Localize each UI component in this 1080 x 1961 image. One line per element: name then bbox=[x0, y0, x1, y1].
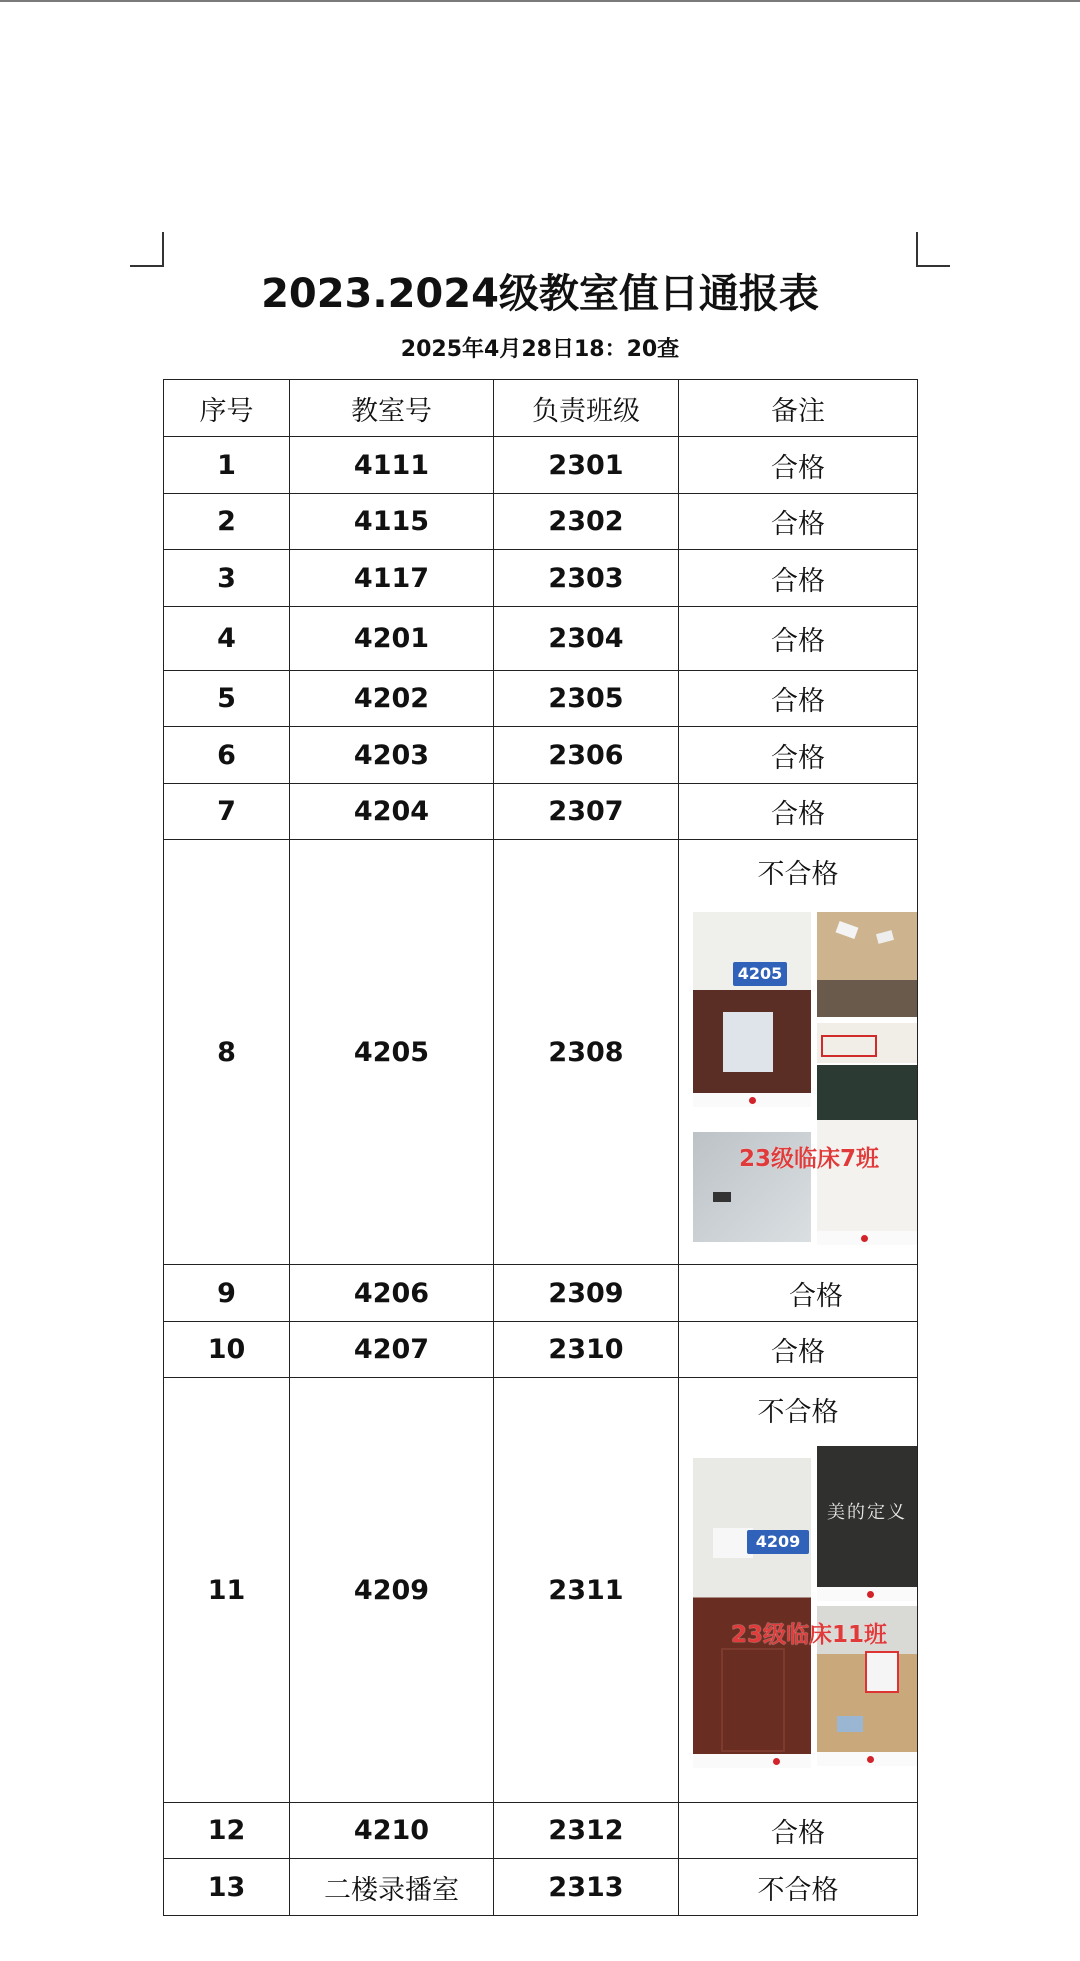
table-row bbox=[164, 607, 918, 671]
header-cell: 序号 bbox=[164, 380, 290, 437]
remark: 合格 bbox=[679, 437, 918, 494]
photo-door bbox=[693, 1458, 811, 1768]
table-row bbox=[164, 727, 918, 784]
photo-blackboard bbox=[817, 1065, 917, 1120]
row-number: 4 bbox=[164, 607, 290, 671]
table-row bbox=[164, 1322, 918, 1378]
table-row bbox=[164, 1859, 918, 1916]
remark-text: 合格 bbox=[789, 1280, 843, 1312]
row-number: 11 bbox=[164, 1378, 290, 1803]
table-row bbox=[164, 494, 918, 550]
table-row bbox=[164, 1265, 918, 1322]
room-number: 4111 bbox=[290, 437, 494, 494]
room-number: 4206 bbox=[290, 1265, 494, 1322]
remark-fail-label: 不合格 bbox=[757, 1397, 839, 1428]
remark: 合格 bbox=[679, 784, 918, 840]
remark: 合格 bbox=[679, 607, 918, 671]
class-number: 2312 bbox=[494, 1803, 679, 1859]
row-number: 9 bbox=[164, 1265, 290, 1322]
row-number: 12 bbox=[164, 1803, 290, 1859]
class-number: 2307 bbox=[494, 784, 679, 840]
class-number: 2304 bbox=[494, 607, 679, 671]
photo-blackboard bbox=[817, 1446, 917, 1601]
room-number: 4210 bbox=[290, 1803, 494, 1859]
class-number: 2306 bbox=[494, 727, 679, 784]
door-plate: 4205 bbox=[733, 962, 787, 986]
room-number: 4205 bbox=[290, 840, 494, 1265]
row-number: 10 bbox=[164, 1322, 290, 1378]
remark: 不合格 bbox=[679, 1859, 918, 1916]
class-number: 2310 bbox=[494, 1322, 679, 1378]
class-number: 2308 bbox=[494, 840, 679, 1265]
photo-door bbox=[693, 912, 811, 1107]
top-border-line bbox=[0, 0, 1080, 2]
room-number: 4204 bbox=[290, 784, 494, 840]
class-number: 2309 bbox=[494, 1265, 679, 1322]
row-number: 13 bbox=[164, 1859, 290, 1916]
row-number: 8 bbox=[164, 840, 290, 1265]
row-number: 3 bbox=[164, 550, 290, 607]
photo-blackboard bbox=[817, 1023, 917, 1063]
photo-classroom-wall bbox=[817, 1120, 917, 1245]
table-row bbox=[164, 437, 918, 494]
remark-fail-label: 不合格 bbox=[757, 859, 839, 890]
row-number: 5 bbox=[164, 671, 290, 727]
table-row bbox=[164, 671, 918, 727]
remark: 合格 bbox=[679, 727, 918, 784]
room-number: 二楼录播室 bbox=[290, 1859, 494, 1916]
table-header-row bbox=[164, 380, 918, 437]
room-number: 4207 bbox=[290, 1322, 494, 1378]
document-subtitle: 2025年4月28日18：20查 bbox=[400, 337, 680, 362]
room-number: 4202 bbox=[290, 671, 494, 727]
class-number: 2305 bbox=[494, 671, 679, 727]
table-row bbox=[164, 1378, 918, 1803]
row-number: 2 bbox=[164, 494, 290, 550]
class-number: 2302 bbox=[494, 494, 679, 550]
header-cell: 备注 bbox=[679, 380, 918, 437]
crop-mark-left bbox=[162, 232, 164, 266]
remark bbox=[679, 1378, 918, 1803]
header-cell: 负责班级 bbox=[494, 380, 679, 437]
table-row bbox=[164, 784, 918, 840]
room-number: 4117 bbox=[290, 550, 494, 607]
evidence-photos bbox=[679, 840, 919, 1264]
class-number: 2311 bbox=[494, 1378, 679, 1803]
table-row bbox=[164, 1803, 918, 1859]
chalk-writing: 美的定义 bbox=[827, 1502, 907, 1523]
remark: 合格 bbox=[679, 494, 918, 550]
header-cell: 教室号 bbox=[290, 380, 494, 437]
room-number: 4201 bbox=[290, 607, 494, 671]
table-row bbox=[164, 840, 918, 1265]
remark: 合格 bbox=[679, 1322, 918, 1378]
remark bbox=[679, 840, 918, 1265]
document-title: 2023.2024级教室值日通报表 bbox=[261, 271, 819, 317]
row-number: 1 bbox=[164, 437, 290, 494]
room-number: 4115 bbox=[290, 494, 494, 550]
class-number: 2301 bbox=[494, 437, 679, 494]
class-number: 2303 bbox=[494, 550, 679, 607]
photo-desk-debris bbox=[817, 912, 917, 1017]
remark bbox=[679, 1265, 918, 1322]
remark: 合格 bbox=[679, 671, 918, 727]
table-row bbox=[164, 550, 918, 607]
row-number: 6 bbox=[164, 727, 290, 784]
room-number: 4209 bbox=[290, 1378, 494, 1803]
evidence-photos bbox=[679, 1378, 919, 1802]
duty-report-table bbox=[163, 379, 918, 1916]
room-number: 4203 bbox=[290, 727, 494, 784]
remark: 合格 bbox=[679, 1803, 918, 1859]
row-number: 7 bbox=[164, 784, 290, 840]
photo-class-caption: 23级临床7班 bbox=[739, 1146, 880, 1172]
door-plate: 4209 bbox=[747, 1530, 809, 1554]
photo-class-caption: 23级临床11班 bbox=[731, 1622, 888, 1648]
remark: 合格 bbox=[679, 550, 918, 607]
crop-mark-right bbox=[916, 232, 918, 266]
class-number: 2313 bbox=[494, 1859, 679, 1916]
